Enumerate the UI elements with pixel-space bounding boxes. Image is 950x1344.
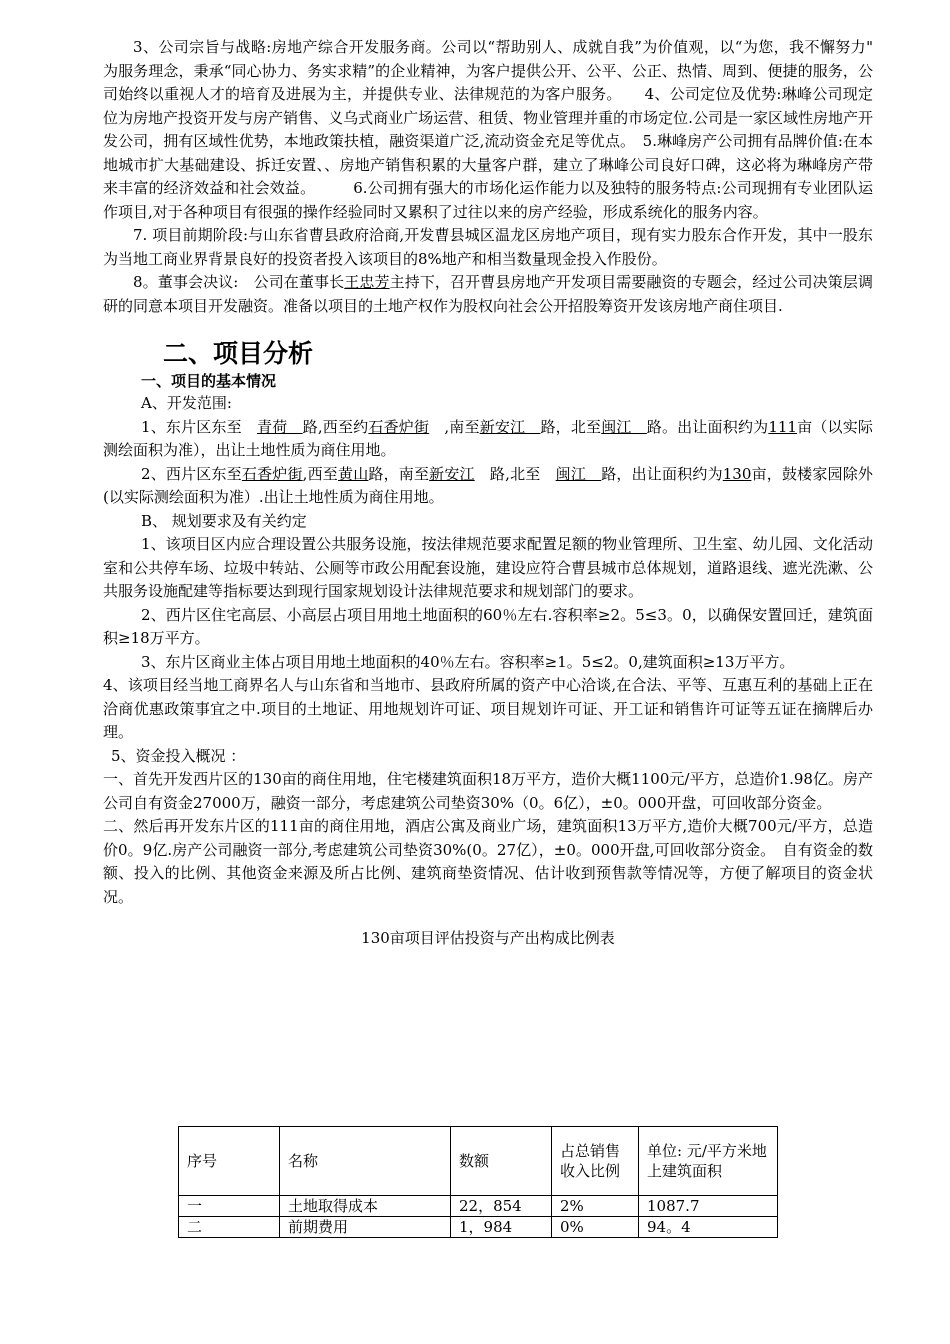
planning-requirements-label: B、 规划要求及有关约定 [141,511,307,530]
company-overview-paragraph: 3、公司宗旨与战略:房地产综合开发服务商。公司以“帮助别人、成就自我”为价值观，以“为您，我不懈努力" 为服务理念，秉承“同心协力、务实求精”的企业精神，为客户提供公开、公平、公正、热情、周到、便捷的服务，公司始终以重视人才的培育及进展为主，并提供专业、法律规范的为客户服务。 4、公司定位及优势:琳峰公司现定位为房地产投资开发与房产销售、义乌式商业广场运营、租赁、物业管理并重的市场定位.公司是一家区域性房地产开发公司，拥有区域性优势，本地政策扶植，融资渠道广泛,流动资金充足等优点。 5.琳峰房产公司拥有品牌价值:在本地城市扩大基础建设、拆迁安置、、房地产销售积累的大量客户群，建立了琳峰公司良好口碑，这必将为琳峰房产带来丰富的经济效益和社会效益。 6.公司拥有强大的市场化运作能力以及独特的服务特点:公司现拥有专业团队运作项目,对于各种项目有很强的操作经验同时又累积了过往以来的房产经验，形成系统化的服务内容。 [103,38,889,221]
table-caption: 130亩项目评估投资与产出构成比例表 [361,929,615,947]
table-header-row [179,1127,778,1196]
west-area-paragraph: 2、西片区东至石香炉街,西至黄山路，南至新安江 路,北至 闽江 路，出让面积约为130亩，鼓楼家园除外(以实际测绘面积为准）.出让土地性质为商住用地。 [103,464,873,506]
header-unit: 单位: 元/平方米地上建筑面积 [639,1127,778,1196]
planning-item-4: 4、该项目经当地工商界名人与山东省和当地市、县政府所属的资产中心洽谈,在合法、平等、互惠互利的基础上正在洽商优惠政策事宜之中.项目的土地证、用地规划许可证、项目规划许可证、开工证和销售许可证等五证在摘牌后办理。 [103,676,873,741]
planning-item-2: 2、西片区住宅高层、小高层占项目用地土地面积的60％左右.容积率≥2。5≤3。0，以确保安置回迁，建筑面积≥18万平方。 [103,605,873,647]
header-ratio: 占总销售收入比例 [552,1127,639,1196]
document-body [103,36,889,965]
planning-item-3: 3、东片区商业主体占项目用地土地面积的40％左右。容积率≥1。5≤2。0,建筑面积≥13万平方。 [141,652,795,671]
section-subtitle: 一、项目的基本情况 [141,372,277,390]
section-title: 二、项目分析 [163,339,314,368]
investment-output-table [178,1126,778,1238]
chairman-name: 王忠芳 [344,273,390,291]
funding-west-paragraph: 一、首先开发西片区的130亩的商住用地，住宅楼建筑面积18万平方，造价大概1100元/平方，总造价1.98亿。房产公司自有资金27000万，融资一部分，考虑建筑公司垫资30%（0。6亿），±0。000开盘，可回收部分资金。 [103,770,873,812]
planning-item-1: 1、该项目区内应合理设置公共服务设施，按法律规范要求配置足额的物业管理所、卫生室、幼儿园、文化活动室和公共停车场、垃圾中转站、公厕等市政公用配套设施，建设应符合曹县城市总体规划，道路退线、遮光洗漱、公共服务设施配建等指标要达到现行国家规划设计法律规范要求和规划部门的要求。 [103,535,873,600]
header-index: 序号 [179,1127,280,1196]
header-amount: 数额 [451,1127,552,1196]
funding-overview-label: 5、资金投入概况 ： [111,746,246,765]
table-row: 二 前期费用 1，984 0% 94。4 [179,1217,778,1238]
development-scope-label: A、开发范围: [141,394,232,412]
project-early-stage-paragraph: 7. 项目前期阶段:与山东省曹县政府洽商,开发曹县城区温龙区房地产项目，现有实力股东合作开发，其中一股东为当地工商业界背景良好的投资者投入该项目的8%地产和相当数量现金投入作股份。 [103,226,873,268]
table-row: 一 土地取得成本 22，854 2% 1087.7 [179,1196,778,1217]
header-name: 名称 [280,1127,451,1196]
funding-east-paragraph: 二、然后再开发东片区的111亩的商住用地，酒店公寓及商业广场，建筑面积13万平方,造价大概700元/平方，总造价0。9亿.房产公司融资一部分,考虑建筑公司垫资30%(0。27亿），±0。000开盘,可回收部分资金。 自有资金的数额、投入的比例、其他资金来源及所占比例、建筑商垫资情况、估计收到预售款等情况等，方便了解项目的资金状况。 [103,817,873,906]
board-resolution-paragraph: 8。董事会决议: 公司在董事长王忠芳主持下，召开曹县房地产开发项目需要融资的专题会，经过公司决策层调研的同意本项目开发融资。准备以项目的土地产权作为股权向社会公开招股筹资开发该房地产商住项目. [103,273,873,315]
east-area-paragraph: 1、东片区东至 青荷 路,西至约石香炉街 ,南至新安江 路，北至闽江 路。出让面积约为111亩（以实际测绘面积为准），出让土地性质为商住用地。 [103,417,873,459]
